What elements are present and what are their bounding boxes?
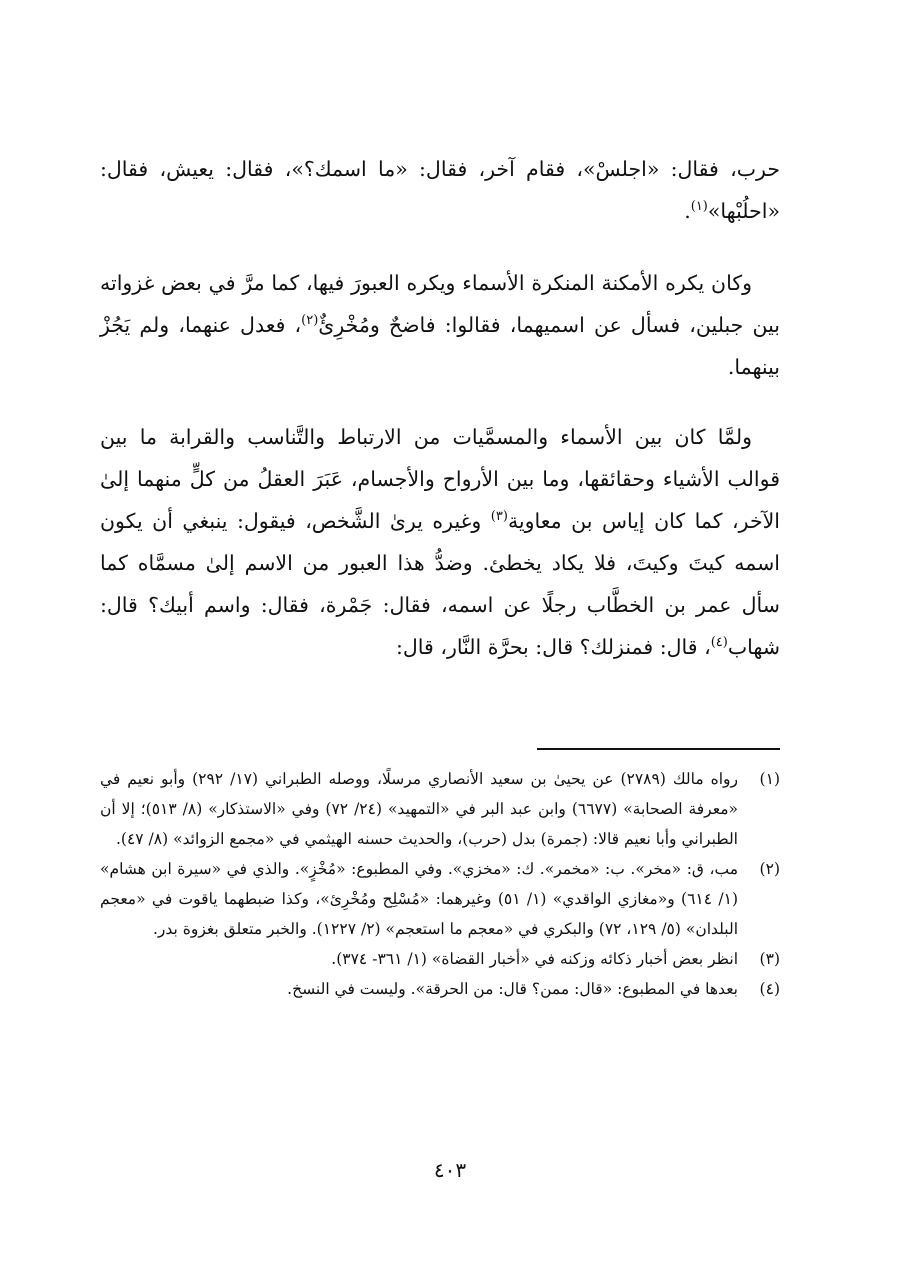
footnote-separator [537, 748, 780, 750]
main-text [100, 148, 780, 668]
footnote [100, 944, 780, 974]
footnote-number: (٣) [759, 950, 780, 968]
paragraph-2 [100, 262, 780, 388]
paragraph-1-end: . [684, 199, 691, 223]
footnote-text: بعدها في المطبوع: «قال: ممن؟ قال: من الحرقة». وليست في النسخ. [287, 980, 738, 998]
footnote-ref-3: (٣) [490, 509, 508, 525]
paragraph-spacer [100, 232, 780, 262]
footnote-number: (٤) [759, 980, 780, 998]
footnote-ref-1: (١) [690, 199, 708, 215]
paragraph-3-end: ، قال: فمنزلك؟ قال: بحرَّة النَّار، قال: [396, 635, 711, 659]
footnote-text: مب، ق: «مخر». ب: «مخمر». ك: «مخزي». وفي المطبوع: «مُخْزٍ». والذي في «سيرة ابن هشام» (١/ ٦١٤) و«مغازي الواقدي» (١/ ٥١) وغيرهما: «مُسْلِح ومُخْرِئ»، وكذا ضبطهما ياقوت في «معجم البلدان» (٥/ ١٢٩، ٧٢) والبكري في «معجم ما استعجم» (٢/ ١٢٢٧). والخبر متعلق بغزوة بدر. [100, 860, 738, 938]
paragraph-3 [100, 416, 780, 668]
paragraph-2-text: وكان يكره الأمكنة المنكرة الأسماء ويكره العبورَ فيها، كما مرَّ في بعض غزواته بين جبلين، فسأل عن اسميهما، فقالوا: فاضحٌ ومُخْرِئٌ [100, 271, 780, 337]
paragraph-1-text: حرب، فقال: «اجلسْ»، فقام آخر، فقال: «ما اسمك؟»، فقال: يعيش، فقال: «احلُبْها» [100, 157, 780, 223]
footnote [100, 764, 780, 854]
footnote-number: (٢) [759, 860, 780, 878]
footnote-number: (١) [759, 770, 780, 788]
footnote-ref-4: (٤) [710, 635, 728, 651]
paragraph-1 [100, 148, 780, 232]
page-number: ٤٠٣ [433, 1158, 467, 1182]
footnotes [100, 764, 780, 1004]
paragraph-3-text: ولمَّا كان بين الأسماء والمسمَّيات من الارتباط والتَّناسب والقرابة ما بين قوالب الأشياء وحقائقها، وما بين الأرواح والأجسام، عَبَرَ العقلُ من كلٍّ منهما إلىٰ الآخر، كما كان إياس بن معاوية [100, 425, 781, 533]
footnote-text: رواه مالك (٢٧٨٩) عن يحيىٰ بن سعيد الأنصاري مرسلًا، ووصله الطبراني (١٧/ ٢٩٢) وأبو نعيم في «معرفة الصحابة» (٦٦٧٧) وابن عبد البر في «التمهيد» (٢٤/ ٧٢) وفي «الاستذكار» (٨/ ٥١٣)؛ إلا أن الطبراني وأبا نعيم قالا: (جمرة) بدل (حرب)، والحديث حسنه الهيثمي في «مجمع الزوائد» (٨/ ٤٧). [100, 770, 738, 848]
footnote-text: انظر بعض أخبار ذكائه وزكنه في «أخبار القضاة» (١/ ٣٦١- ٣٧٤). [331, 950, 738, 968]
paragraph-spacer [100, 388, 780, 416]
footnote [100, 974, 780, 1004]
footnote-ref-2: (٢) [301, 313, 319, 329]
paragraph-3-mid: وغيره يرىٰ الشَّخص، فيقول: ينبغي أن يكون اسمه كيتَ وكيتَ، فلا يكاد يخطئ. وضدُّ هذا العبور من الاسم إلىٰ مسمَّاه كما سأل عمر بن الخطَّاب رجلًا عن اسمه، فقال: جَمْرة، فقال: واسم أبيك؟ قال: شهاب [100, 509, 780, 659]
paragraph-2-end: ، فعدل عنهما، ولم يَجُزْ بينهما. [100, 313, 780, 379]
footnote [100, 854, 780, 944]
